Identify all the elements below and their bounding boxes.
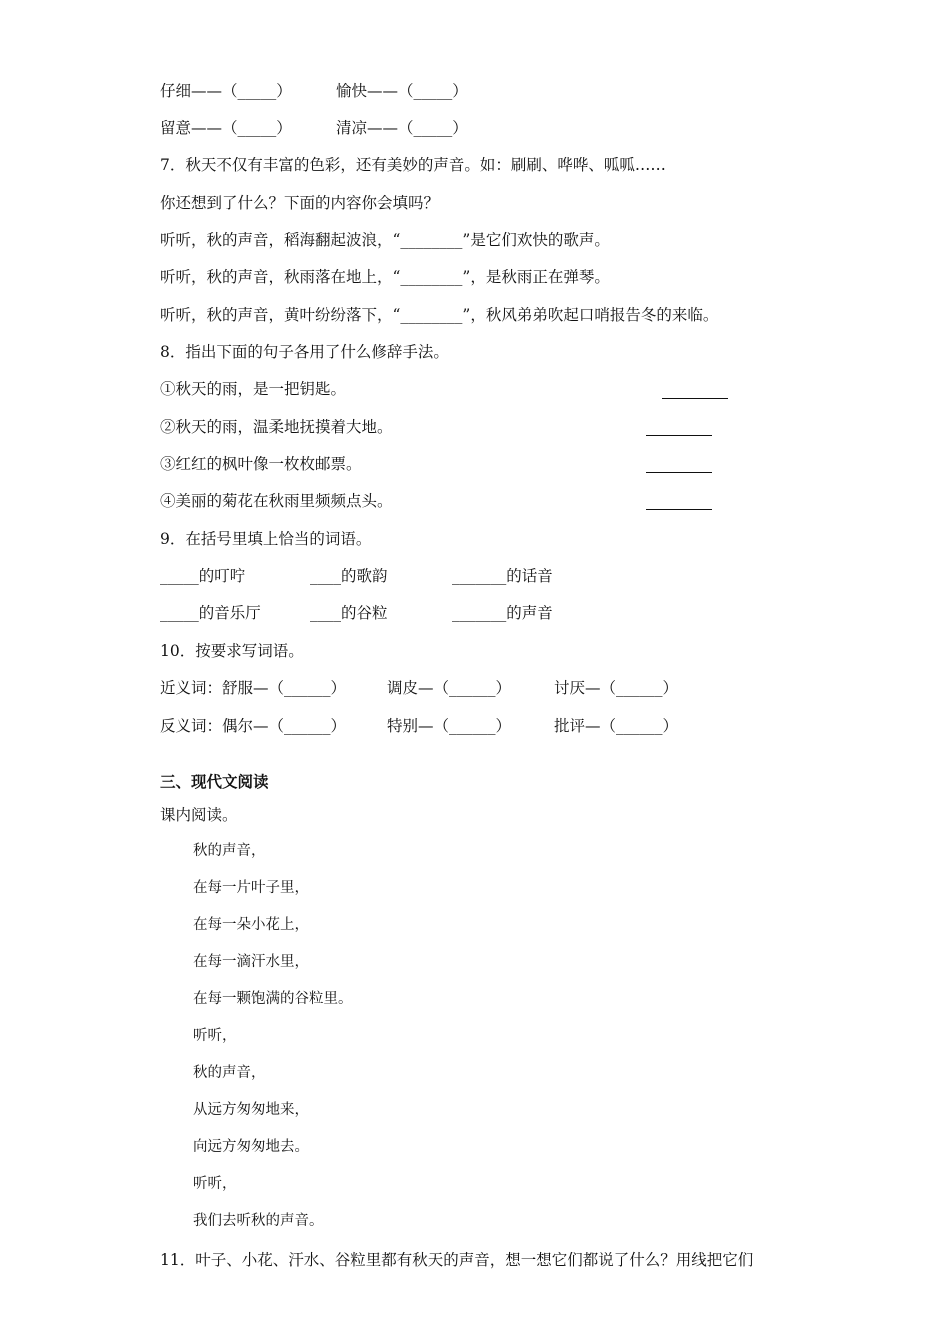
q8-answer-line-1 <box>662 398 728 399</box>
q10-title: 10．按要求写词语。 <box>160 642 304 660</box>
q10-item-5: 特别—（______） <box>387 717 512 735</box>
q7-line-3: 听听，秋的声音，黄叶纷纷落下，“________”，秋风弟弟吹起口哨报告冬的来临。 <box>160 306 719 324</box>
poem-line-11: 我们去听秋的声音。 <box>193 1213 324 1229</box>
q6-item-3: 留意——（_____） <box>160 119 292 137</box>
poem-line-5: 在每一颗饱满的谷粒里。 <box>193 991 353 1007</box>
poem-line-10: 听听， <box>193 1176 237 1192</box>
q8-answer-line-3 <box>646 472 712 473</box>
q8-item-3: ③红红的枫叶像一枚枚邮票。 <box>160 455 362 473</box>
q10-item-1: 近义词：舒服—（______） <box>160 679 347 697</box>
poem-line-2: 在每一片叶子里， <box>193 880 309 896</box>
poem-line-8: 从远方匆匆地来， <box>193 1102 309 1118</box>
q9-item-4: _____的音乐厅 <box>160 604 261 622</box>
poem-line-6: 听听， <box>193 1028 237 1044</box>
q10-item-2: 调皮—（______） <box>387 679 512 697</box>
q9-item-1: _____的叮咛 <box>160 567 246 585</box>
q10-item-4: 反义词：偶尔—（______） <box>160 717 347 735</box>
q8-answer-line-4 <box>646 509 712 510</box>
poem-line-3: 在每一朵小花上， <box>193 917 309 933</box>
poem-line-7: 秋的声音， <box>193 1065 266 1081</box>
q6-item-4: 清凉——（_____） <box>336 119 468 137</box>
q6-item-2: 愉快——（_____） <box>336 82 468 100</box>
poem-line-1: 秋的声音， <box>193 843 266 859</box>
q8-answer-line-2 <box>646 435 712 436</box>
q9-item-6: _______的声音 <box>452 604 553 622</box>
q7-title: 7．秋天不仅有丰富的色彩，还有美妙的声音。如：刷刷、哗哗、呱呱…… <box>160 156 666 174</box>
q10-item-6: 批评—（______） <box>554 717 679 735</box>
q8-item-2: ②秋天的雨，温柔地抚摸着大地。 <box>160 418 393 436</box>
q8-item-1: ①秋天的雨，是一把钥匙。 <box>160 380 347 398</box>
q7-prompt: 你还想到了什么？下面的内容你会填吗？ <box>160 194 440 212</box>
q9-item-2: ____的歌韵 <box>310 567 388 585</box>
q7-line-2: 听听，秋的声音，秋雨落在地上，“________”，是秋雨正在弹琴。 <box>160 268 610 286</box>
q6-item-1: 仔细——（_____） <box>160 82 292 100</box>
q9-item-3: _______的话音 <box>452 567 553 585</box>
q9-title: 9．在括号里填上恰当的词语。 <box>160 530 372 548</box>
q10-item-3: 讨厌—（______） <box>554 679 679 697</box>
section-intro: 课内阅读。 <box>160 806 238 824</box>
q9-item-5: ____的谷粒 <box>310 604 388 622</box>
q8-item-4: ④美丽的菊花在秋雨里频频点头。 <box>160 492 393 510</box>
q8-title: 8．指出下面的句子各用了什么修辞手法。 <box>160 343 449 361</box>
poem-line-9: 向远方匆匆地去。 <box>193 1139 309 1155</box>
q7-line-1: 听听，秋的声音，稻海翻起波浪，“________”是它们欢快的歌声。 <box>160 231 610 249</box>
q11-title: 11．叶子、小花、汗水、谷粒里都有秋天的声音，想一想它们都说了什么？用线把它们 <box>160 1251 754 1269</box>
section-heading: 三、现代文阅读 <box>160 773 269 791</box>
poem-line-4: 在每一滴汗水里， <box>193 954 309 970</box>
